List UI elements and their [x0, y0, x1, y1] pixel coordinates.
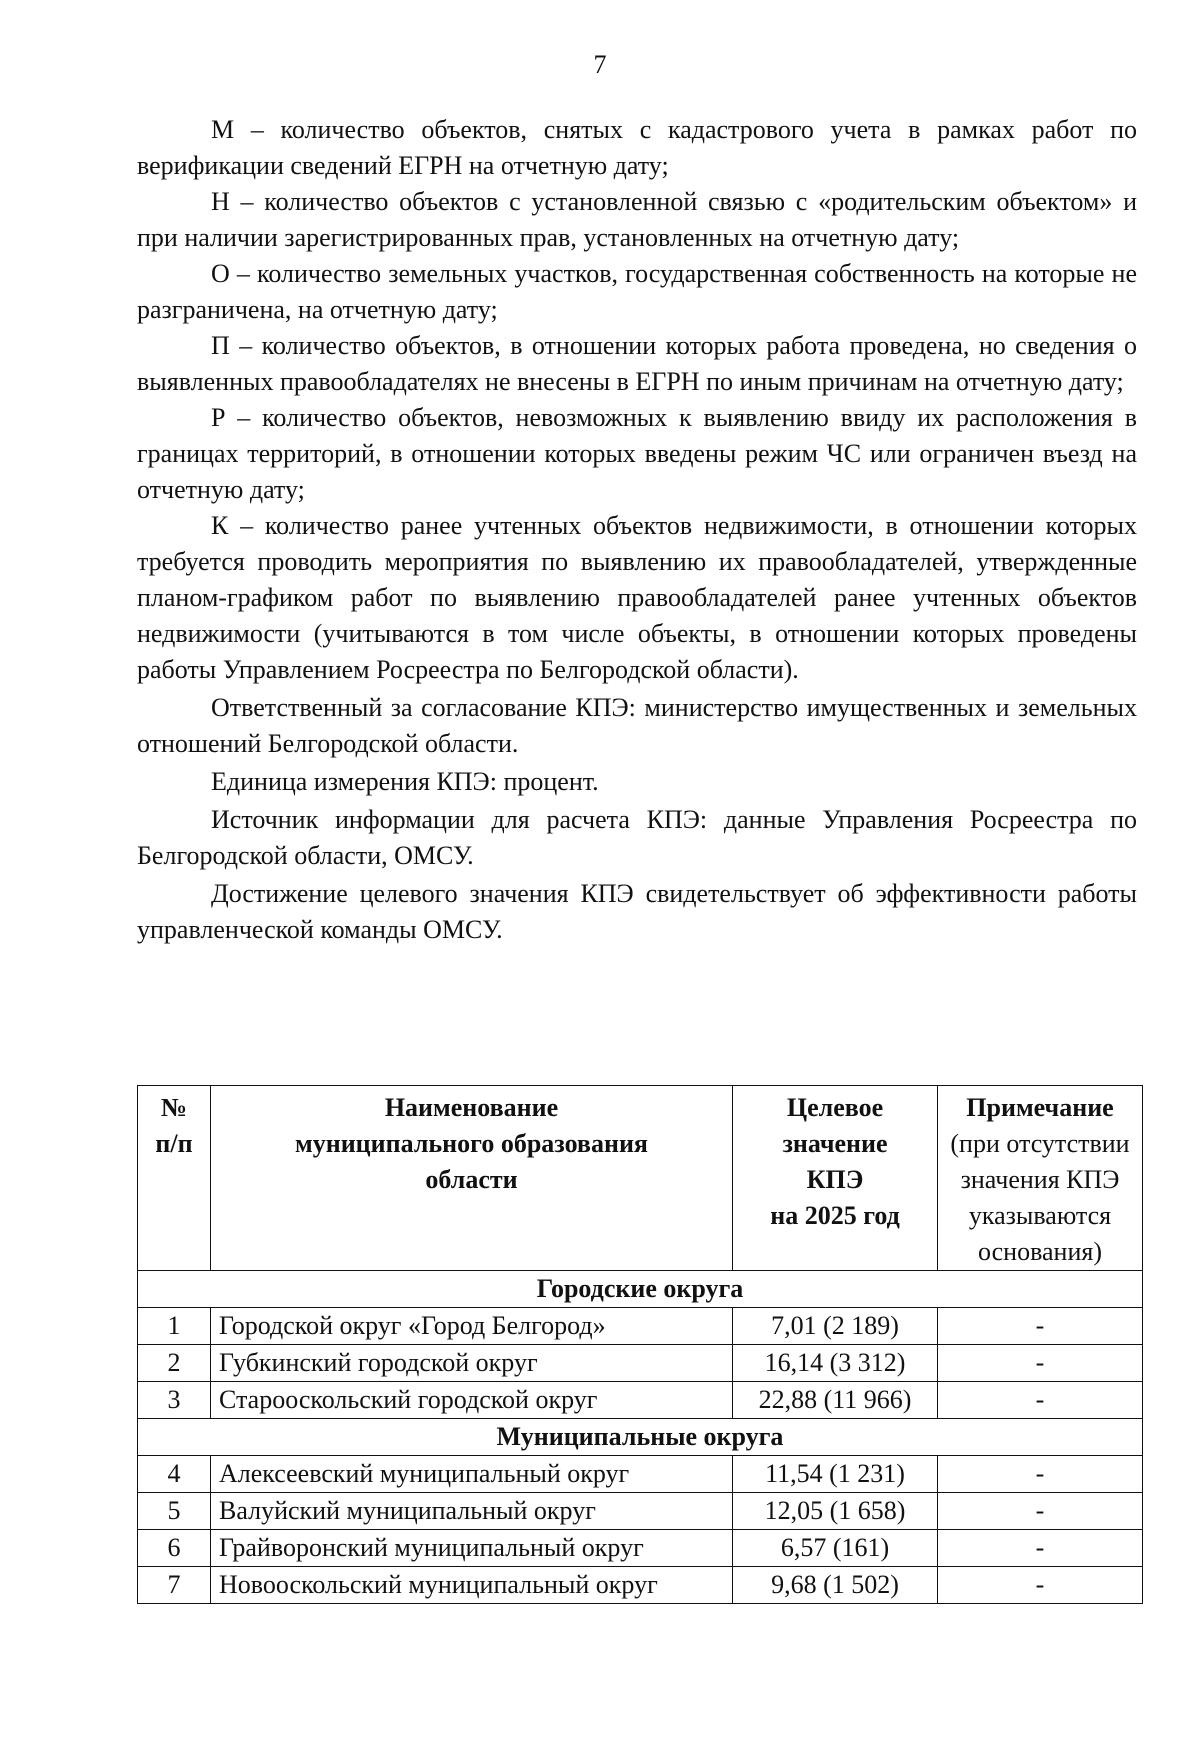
header-note-line: указываются — [968, 1201, 1112, 1230]
header-note-line: Примечание — [966, 1093, 1114, 1122]
row-num: 4 — [138, 1456, 211, 1493]
row-name: Валуйский муниципальный округ — [211, 1493, 733, 1530]
row-value: 12,05 (1 658) — [733, 1493, 938, 1530]
row-name: Старооскольский городской округ — [211, 1382, 733, 1419]
header-value-line: КПЭ — [806, 1165, 864, 1194]
table-row — [138, 1308, 1143, 1345]
header-note — [938, 1086, 1143, 1271]
row-note: - — [938, 1308, 1143, 1345]
header-value-line: значение — [782, 1129, 888, 1158]
unit-paragraph: Единица измерения КПЭ: процент. — [211, 767, 599, 796]
group-row — [138, 1419, 1143, 1456]
row-name: Губкинский городской округ — [211, 1345, 733, 1382]
group-row — [138, 1271, 1143, 1308]
row-name: Городской округ «Город Белгород» — [211, 1308, 733, 1345]
definition-m: М – количество объектов, снятых с кадастрового учета в рамках работ по верификации сведений ЕГРН на отчетную дату; — [137, 115, 1137, 180]
header-name-line: области — [425, 1165, 518, 1194]
header-value — [733, 1086, 938, 1271]
row-name: Алексеевский муниципальный округ — [211, 1456, 733, 1493]
row-value: 7,01 (2 189) — [733, 1308, 938, 1345]
row-value: 11,54 (1 231) — [733, 1456, 938, 1493]
row-num: 3 — [138, 1382, 211, 1419]
table-row — [138, 1567, 1143, 1604]
row-value: 6,57 (161) — [733, 1530, 938, 1567]
body-text — [137, 112, 1137, 948]
table-row — [138, 1493, 1143, 1530]
header-value-line: Целевое — [786, 1093, 884, 1122]
table-row — [138, 1382, 1143, 1419]
row-num: 2 — [138, 1345, 211, 1382]
definition-n: Н – количество объектов с установленной связью с «родительским объектом» и при наличии зарегистрированных прав, установленных на отчетную дату; — [137, 187, 1137, 252]
row-value: 22,88 (11 966) — [733, 1382, 938, 1419]
header-num-line: № — [160, 1093, 188, 1122]
header-name-line: Наименование — [384, 1093, 559, 1122]
row-name: Новооскольский муниципальный округ — [211, 1567, 733, 1604]
header-note-line: основания) — [977, 1237, 1103, 1266]
row-note: - — [938, 1493, 1143, 1530]
definition-k: К – количество ранее учтенных объектов недвижимости, в отношении которых требуется проводить мероприятия по выявлению их правообладателей, утвержденные планом-графиком работ по выявлению правообладателей ранее учтенных объектов недвижимости (учитываются в том числе объекты, в отношении которых проведены работы Управлением Росреестра по Белгородской области). — [137, 511, 1137, 684]
row-note: - — [938, 1530, 1143, 1567]
header-name-line: муниципального образования — [295, 1129, 648, 1158]
row-value: 16,14 (3 312) — [733, 1345, 938, 1382]
table-row — [138, 1456, 1143, 1493]
kpe-table — [137, 1085, 1143, 1604]
header-note-line: значения КПЭ — [960, 1165, 1120, 1194]
header-value-line: на 2025 год — [770, 1201, 900, 1230]
header-num — [138, 1086, 211, 1271]
group-title-municipal: Муниципальные округа — [138, 1419, 1143, 1456]
achievement-paragraph: Достижение целевого значения КПЭ свидетельствует об эффективности работы управленческой команды ОМСУ. — [137, 879, 1137, 944]
header-name — [211, 1086, 733, 1271]
row-note: - — [938, 1567, 1143, 1604]
header-num-line: п/п — [155, 1129, 193, 1158]
header-note-line: (при отсутствии — [950, 1129, 1130, 1158]
row-value: 9,68 (1 502) — [733, 1567, 938, 1604]
group-title-urban: Городские округа — [138, 1271, 1143, 1308]
row-note: - — [938, 1382, 1143, 1419]
page-number: 7 — [593, 50, 607, 79]
table-row — [138, 1345, 1143, 1382]
table-row — [138, 1530, 1143, 1567]
definition-p: П – количество объектов, в отношении которых работа проведена, но сведения о выявленных правообладателях не внесены в ЕГРН по иным причинам на отчетную дату; — [137, 331, 1137, 396]
table-header-row — [138, 1086, 1143, 1271]
row-num: 6 — [138, 1530, 211, 1567]
definition-r: Р – количество объектов, невозможных к выявлению ввиду их расположения в границах территорий, в отношении которых введены режим ЧС или ограничен въезд на отчетную дату; — [137, 403, 1137, 504]
row-note: - — [938, 1456, 1143, 1493]
row-note: - — [938, 1345, 1143, 1382]
row-num: 7 — [138, 1567, 211, 1604]
definition-o: О – количество земельных участков, государственная собственность на которые не разграничена, на отчетную дату; — [137, 259, 1137, 324]
row-num: 5 — [138, 1493, 211, 1530]
responsible-paragraph: Ответственный за согласование КПЭ: министерство имущественных и земельных отношений Белгородской области. — [137, 693, 1137, 758]
source-paragraph: Источник информации для расчета КПЭ: данные Управления Росреестра по Белгородской области, ОМСУ. — [137, 805, 1137, 870]
row-num: 1 — [138, 1308, 211, 1345]
row-name: Грайворонский муниципальный округ — [211, 1530, 733, 1567]
